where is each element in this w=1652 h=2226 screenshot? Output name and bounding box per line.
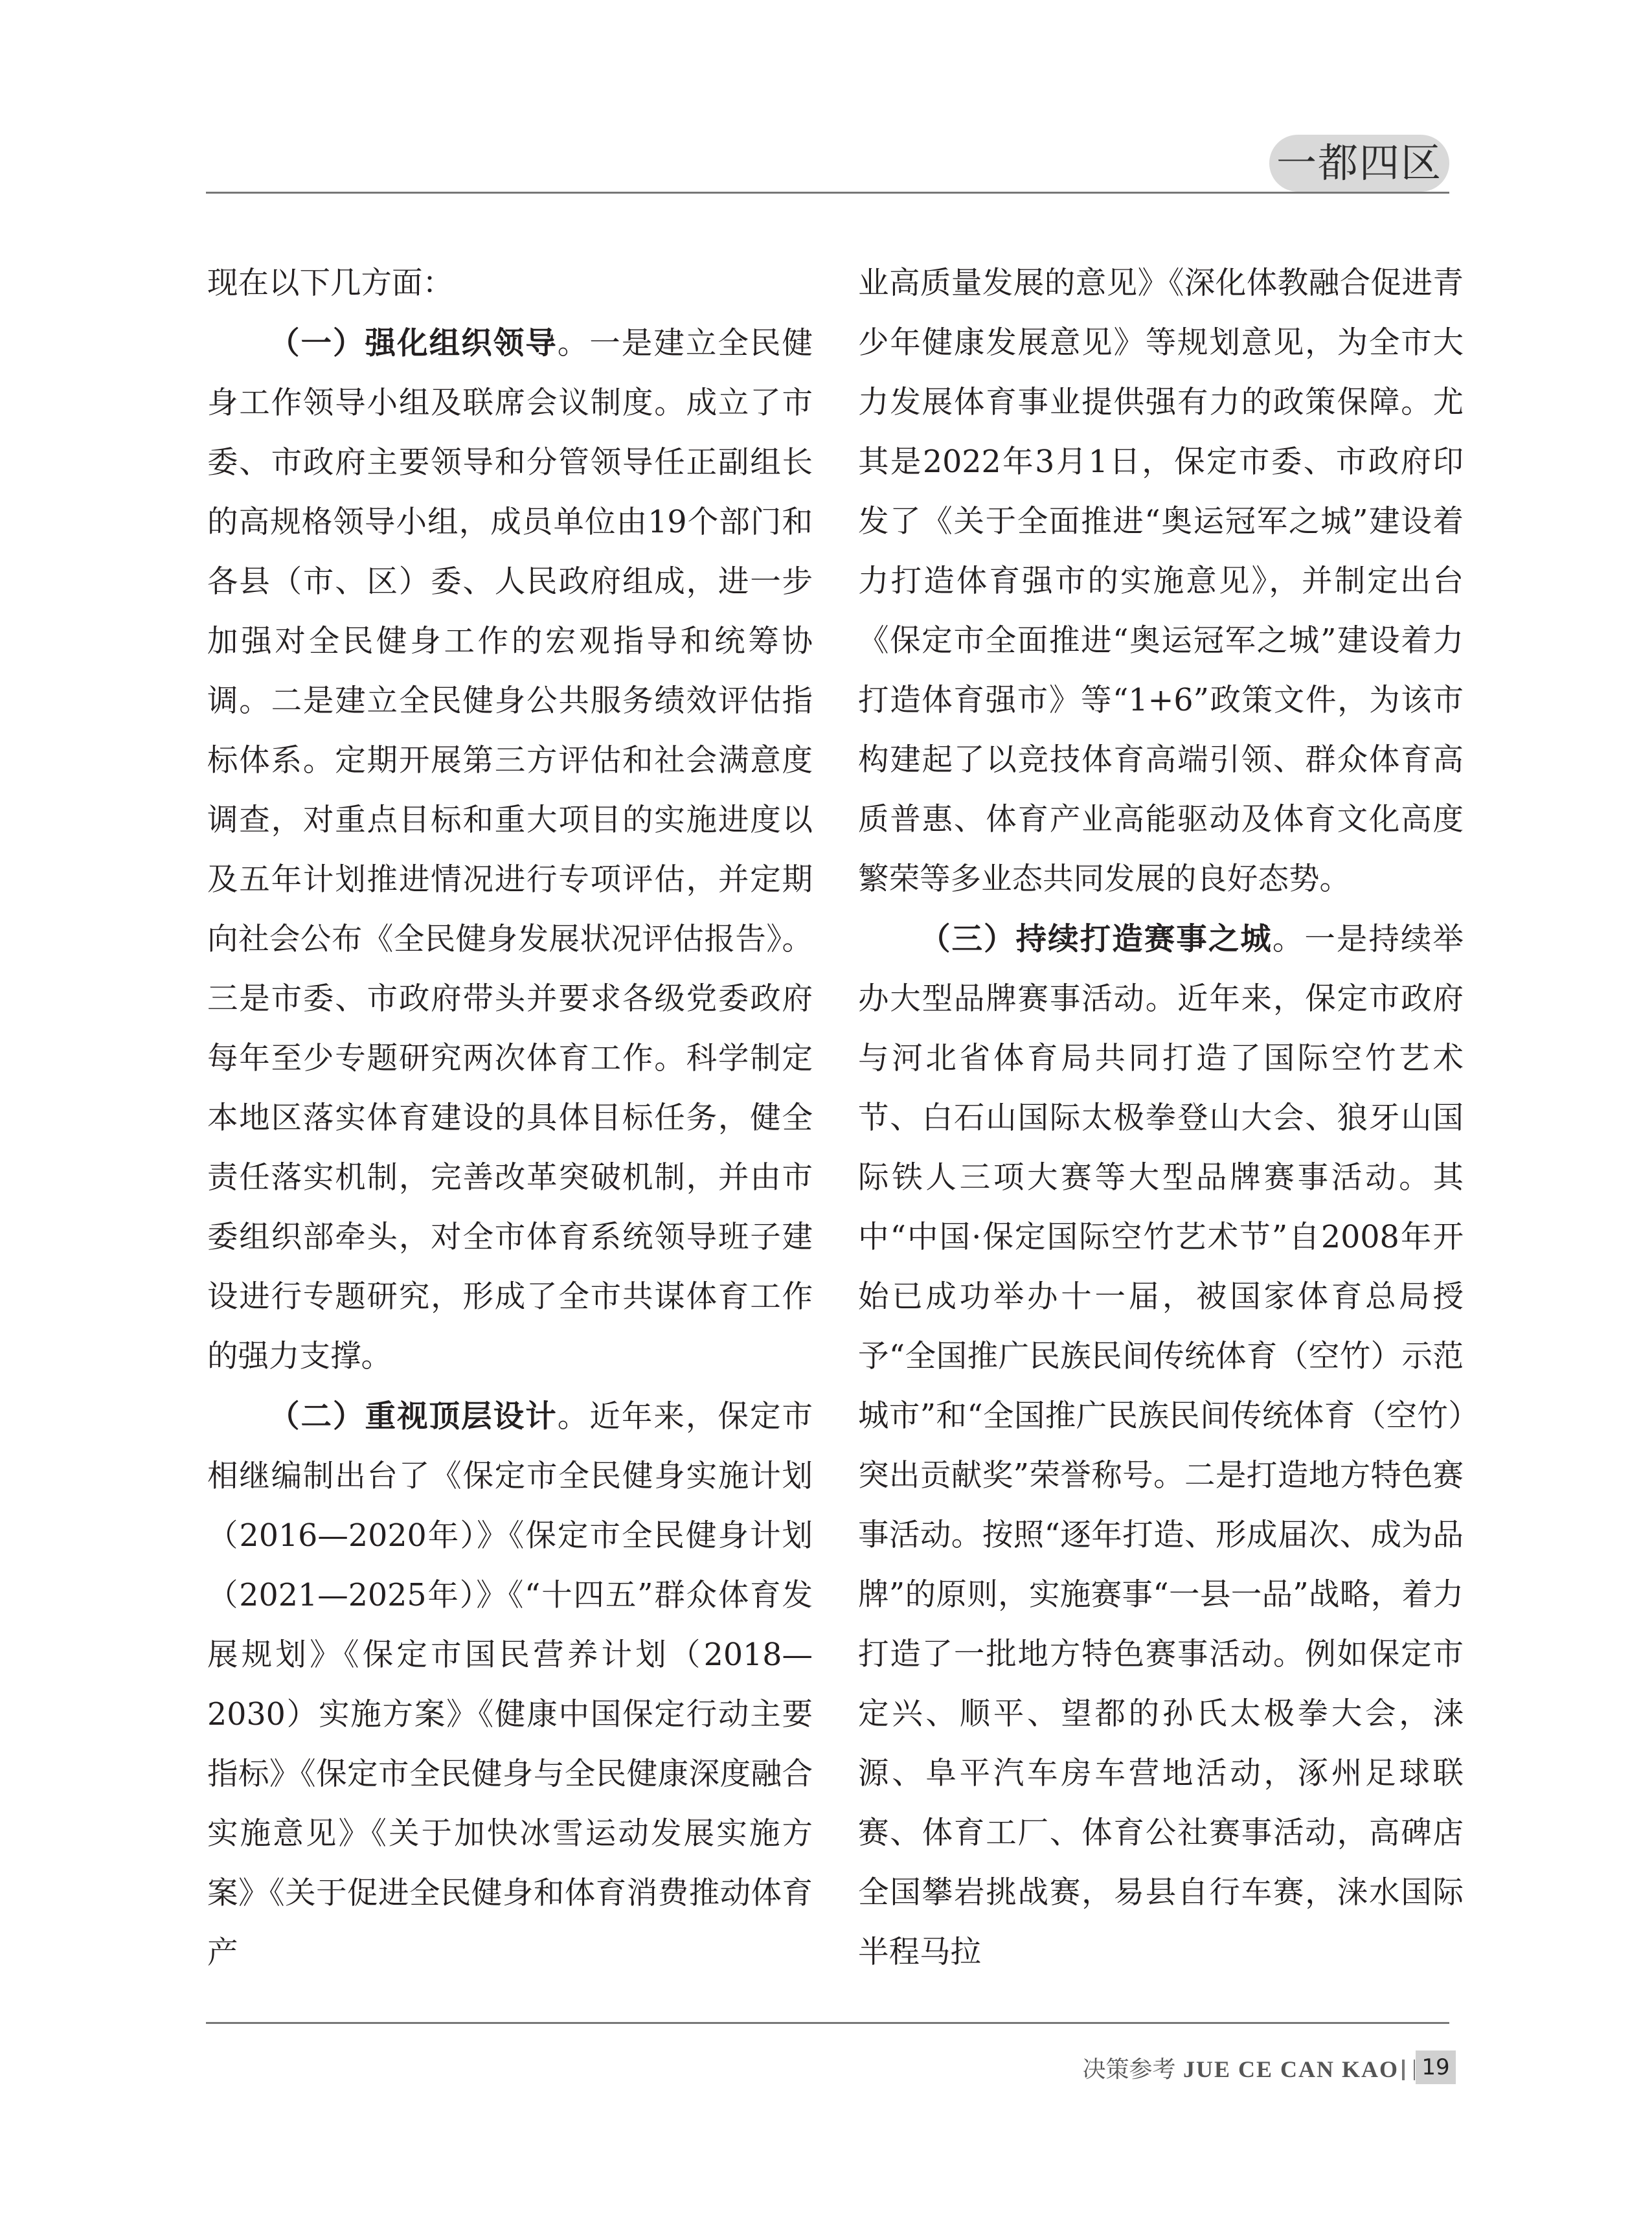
body-design: 。近年来，保定市相继编制出台了《保定市全民健身实施计划（2016—2020年）》《保定市全民健身计划（2021—2025年）》《“十四五”群众体育发展规划》《保定市国民营养计划（2018—2030）实施方案》《健康中国保定行动主要指标》《保定市全民健身与全民健康深度融合实施意见》《关于加快冰雪运动发展实施方案》《关于促进全民健身和体育消费推动体育产 xyxy=(207,1399,813,1971)
top-divider xyxy=(206,192,1449,194)
heading-organization: （一）强化组织领导 xyxy=(269,325,558,361)
right-column xyxy=(858,254,1464,1996)
heading-design: （二）重视顶层设计 xyxy=(269,1398,558,1435)
heading-events: （三）持续打造赛事之城 xyxy=(920,921,1273,957)
journal-footer xyxy=(1056,2053,1399,2085)
journal-name-en: JUE CE CAN KAO xyxy=(1182,2056,1399,2082)
bottom-divider xyxy=(206,2022,1449,2024)
journal-name-cn: 决策参考 xyxy=(1082,2056,1176,2083)
left-column xyxy=(207,254,813,1996)
intro-line: 现在以下几方面： xyxy=(207,266,453,301)
paragraph-organization xyxy=(207,313,813,1387)
body-events: 。一是持续举办大型品牌赛事活动。近年来，保定市政府与河北省体育局共同打造了国际空竹艺术节、白石山国际太极拳登山大会、狼牙山国际铁人三项大赛等大型品牌赛事活动。其中“中国·保定国际空竹艺术节”自2008年开始已成功举办十一届，被国家体育总局授予“全国推广民族民间传统体育（空竹）示范城市”和“全国推广民族民间传统体育（空竹）突出贡献奖”荣誉称号。二是打造地方特色赛事活动。按照“逐年打造、形成届次、成为品牌”的原则，实施赛事“一县一品”战略，着力打造了一批地方特色赛事活动。例如保定市定兴、顺平、望都的孙氏太极拳大会，涞源、阜平汽车房车营地活动，涿州足球联赛、体育工厂、体育公社赛事活动，高碑店全国攀岩挑战赛，易县自行车赛，涞水国际半程马拉 xyxy=(858,922,1464,1970)
body-organization: 。一是建立全民健身工作领导小组及联席会议制度。成立了市委、市政府主要领导和分管领导任正副组长的高规格领导小组，成员单位由19个部门和各县（市、区）委、人民政府组成，进一步加强对全民健身工作的宏观指导和统筹协调。二是建立全民健身公共服务绩效评估指标体系。定期开展第三方评估和社会满意度调查，对重点目标和重大项目的实施进度以及五年计划推进情况进行专项评估，并定期向社会公布《全民健身发展状况评估报告》。三是市委、市政府带头并要求各级党委政府每年至少专题研究两次体育工作。科学制定本地区落实体育建设的具体目标任务，健全责任落实机制，完善改革突破机制，并由市委组织部牵头，对全市体育系统领导班子建设进行专题研究，形成了全市共谋体育工作的强力支撑。 xyxy=(207,326,813,1374)
paragraph-events xyxy=(858,909,1464,1982)
section-title: 一都四区 xyxy=(1276,139,1442,187)
page-number: 19 xyxy=(1421,2054,1450,2080)
page-number-box xyxy=(1416,2050,1456,2084)
section-header xyxy=(1269,135,1449,192)
paragraph-design-continued: 业高质量发展的意见》《深化体教融合促进青少年健康发展意见》等规划意见，为全市大力发展体育事业提供强有力的政策保障。尤其是2022年3月1日，保定市委、市政府印发了《关于全面推进“奥运冠军之城”建设着力打造体育强市的实施意见》，并制定出台《保定市全面推进“奥运冠军之城”建设着力打造体育强市》等“1+6”政策文件，为该市构建起了以竞技体育高端引领、群众体育高质普惠、体育产业高能驱动及体育文化高度繁荣等多业态共同发展的良好态势。 xyxy=(858,266,1464,897)
paragraph-design xyxy=(207,1387,813,1983)
footer-separator xyxy=(1402,2060,1415,2080)
